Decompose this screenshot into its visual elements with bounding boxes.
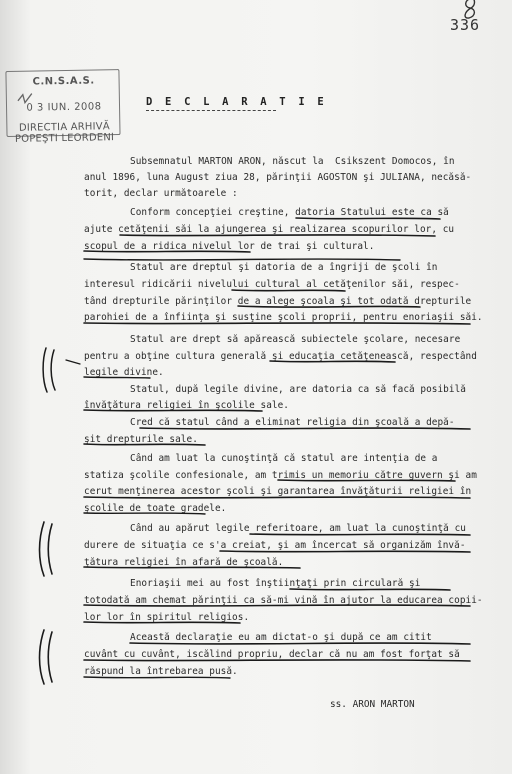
text-line: cuvânt cu cuvânt, iscălind propriu, declar că nu am fost forţat să [84,649,460,660]
ink-underline [84,259,400,260]
text-line: învăţătura religiei în şcolile sale. [84,400,289,411]
text-line: durere de situaţia ce s'a creiat, şi am încercat să organizăm învă- [84,540,466,551]
text-line: Această declaraţie eu am dictat-o şi după ce am citit [130,632,432,643]
page-number: 336 [450,16,481,34]
text-line: ajute cetăţenii săi la ajungerea şi realizarea scopurilor lor, cu [84,224,455,235]
document-title: D E C L A R A T I E [146,96,327,108]
text-line: Enoriaşii mei au fost înştiinţaţi prin circulară şi [130,578,421,589]
text-line: răspund la întrebarea pusă. [84,666,238,677]
text-line: şcolile de toate gradele. [84,503,227,514]
ink-underline [130,643,470,644]
stamp-date: 0 3 IUN. 2008 [26,101,102,114]
ink-margin-bracket [51,350,55,390]
ink-margin-bracket [40,630,45,684]
ink-underline [250,534,470,535]
ink-margin-bracket [48,524,52,574]
text-line: lor lor în spiritul religios. [84,612,250,623]
text-line: Conform concepţiei creştine, datoria Statului este ca să [130,207,449,218]
text-line: Cred că statul când a eliminat religia din şcoală a depă- [130,417,455,428]
text-line: interesul ridicării nivelului cultural al cetăţenilor săi, respec- [84,279,460,290]
archive-stamp [5,69,122,145]
handwritten-mark [456,0,484,22]
ink-underline [220,551,470,552]
title-underline [146,110,276,113]
text-line: şit drepturile sale. [84,434,198,445]
stamp-organization: C.N.S.A.S. [32,75,95,88]
ink-underline [232,290,345,291]
text-line: Când am luat la cunoştinţă că statul are intenţia de a [130,453,438,464]
text-line: parohiei de a înfiinţa şi susţine şcoli proprii, pentru enoriaşii săi. [84,312,483,323]
stamp-department: DIRECTIA ARHIVĂ [18,121,110,134]
ink-margin-bracket [48,632,52,682]
text-line: statiza şcolile confesionale, am trimis un memoriu către guvern şi am [84,470,477,481]
stamp-location: POPEŞTI LEORDENI [14,132,115,145]
ink-margin-bracket [40,522,45,576]
ink-underline [290,589,450,590]
ink-margin-tick [66,360,80,364]
text-line: ţătura religiei în afară de şcoală. [84,557,284,568]
text-line: tând drepturile părinţilor de a alege şcoala şi tot odată drepturile [84,296,472,307]
text-line: Când au apărut legile referitoare, am luat la cunoştinţă cu [130,523,466,534]
text-line: Subsemnatul MARTON ARON, născut la Csikszent Domocos, în [130,156,455,167]
ink-underline [84,497,470,498]
ink-underline [84,677,230,678]
text-line: Statul are drept să apărească subiectele şcolare, necesare [130,334,461,345]
text-line: scopul de a ridica nivelul lor de trai şi cultural. [84,241,375,252]
text-line: torit, declar următoarele : [84,188,238,199]
ink-underline [140,428,470,429]
ink-margin-bracket [43,348,47,392]
text-line: legile divine. [84,367,164,378]
text-line: totodată am chemat părinţii ca să-mi vină în ajutor la educarea copii- [84,595,483,606]
text-line: anul 1896, luna August ziua 28, părinţii AGOSTON şi JULIANA, necăsă- [84,172,472,183]
ink-underline [84,660,470,661]
signature-line: ss. ARON MARTON [330,699,415,710]
text-line: cerut menţinerea acestor şcoli şi garantarea învăţăturii religiei în [84,486,472,497]
ink-underline [120,235,435,236]
text-line: pentru a obţine cultura generală şi educaţia cetăţenească, respectând [84,351,477,362]
text-line: Statul are dreptul şi datoria de a îngriji de şcoli în [130,262,438,273]
text-line: Statul, după legile divine, are datoria ca să facă posibilă [130,384,466,395]
ink-underline [296,218,440,219]
ink-underline [84,323,470,324]
